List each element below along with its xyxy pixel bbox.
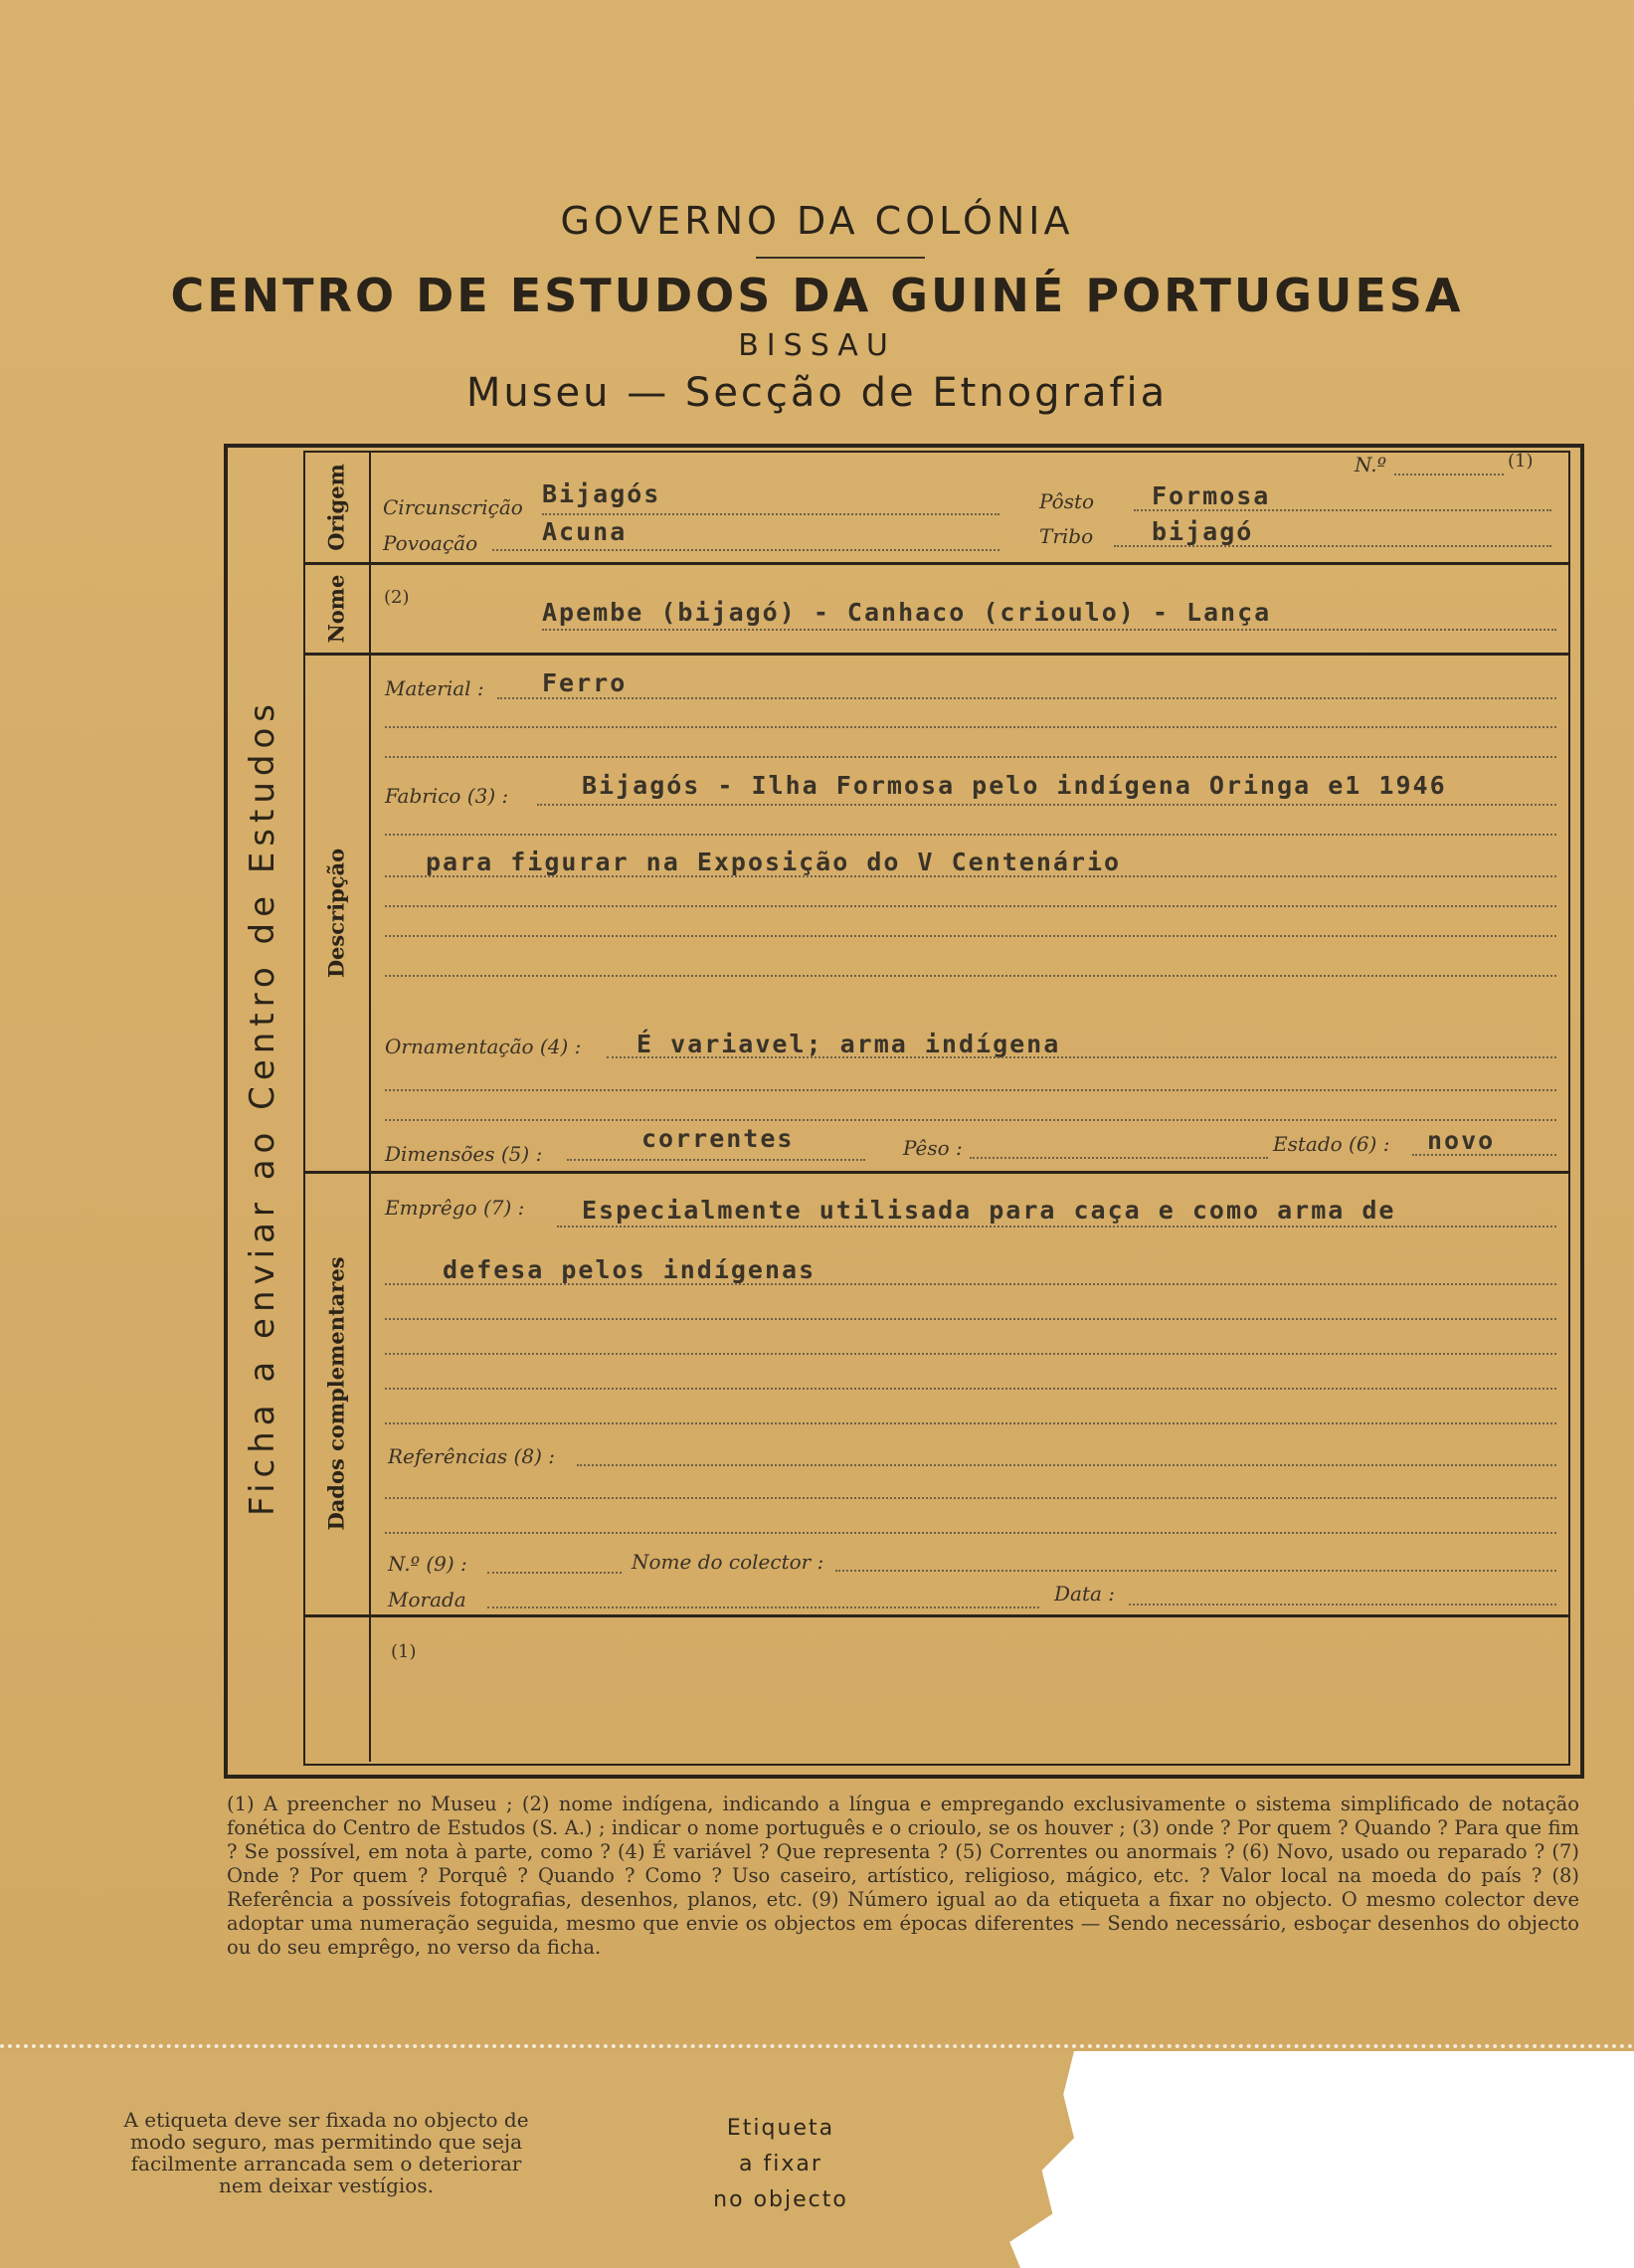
- perforation-line: [0, 2044, 1634, 2048]
- blank-line: [385, 1388, 1556, 1390]
- footnote-text: (1) A preencher no Museu ; (2) nome indígena, indicando a língua e empregando exclusivamente o sistema simplificado de notação fonética do Centro de Estudos (S. A.) ; indicar o nome português e o crioulo, se os houver ; (3) onde ? Por quem ? Quando ? Para que fim ? Se possível, em nota à parte, como ? (4) É variável ? Que representa ? (5) Correntes ou anormais ? (6) Novo, usado ou reparado ? (7) Onde ? Por quem ? Porquê ? Quando ? Como ? Uso caseiro, artístico, religioso, mágico, etc. ? Valor local na moeda do país ? (8) Referência a possíveis fotografias, desenhos, planos, etc. (9) Número igual ao da etiqueta a fixar no objecto. O mesmo colector deve adoptar uma numeração seguida, mesmo que envie os objectos em épocas diferentes — Sendo necessário, esboçar desenhos do objecto ou do seu emprêgo, no verso da ficha.: [227, 1793, 1579, 1959]
- material-label: Material :: [385, 676, 484, 700]
- section-label-descricao: Descripção: [303, 655, 371, 1171]
- numero9-field[interactable]: [487, 1572, 622, 1574]
- numero-note: (1): [1508, 451, 1534, 472]
- header-bissau: BISSAU: [738, 328, 896, 363]
- blank-line: [385, 1422, 1556, 1424]
- section-separator: [303, 562, 1568, 565]
- material-field: [497, 697, 1556, 699]
- peso-label: Pêso :: [903, 1136, 963, 1160]
- tag-label: [676, 2111, 885, 2218]
- blank-line: [385, 1532, 1556, 1534]
- blank-line: [385, 1089, 1556, 1091]
- fabrico-line2[interactable]: para figurar na Exposição do V Centenário: [426, 848, 1122, 876]
- circunscricao-field: [542, 513, 999, 515]
- tribo-value[interactable]: bijagó: [1152, 517, 1254, 546]
- referencias-field[interactable]: [577, 1464, 1556, 1466]
- blank-line: [385, 975, 1556, 977]
- tribo-field: [1114, 545, 1551, 547]
- blank-line: [385, 1318, 1556, 1320]
- blank-line: [385, 1353, 1556, 1355]
- povoacao-field: [492, 549, 999, 551]
- dimensoes-field: [567, 1159, 865, 1161]
- dimensoes-label: Dimensões (5) :: [385, 1142, 543, 1166]
- posto-label: Pôsto: [1039, 489, 1095, 513]
- estado-value[interactable]: novo: [1427, 1126, 1496, 1155]
- emprego-line2[interactable]: defesa pelos indígenas: [443, 1255, 817, 1284]
- section-label-nome: Nome: [303, 564, 371, 653]
- ornamentacao-value[interactable]: É variavel; arma indígena: [636, 1030, 1061, 1058]
- header-governo: GOVERNO DA COLÓNIA: [560, 199, 1074, 243]
- posto-value[interactable]: Formosa: [1152, 481, 1271, 510]
- emprego-field: [557, 1226, 1556, 1228]
- blank-line: [385, 1497, 1556, 1499]
- blank-line: [385, 1283, 1556, 1285]
- tag-line3: no objecto: [713, 2187, 848, 2212]
- povoacao-value[interactable]: Acuna: [542, 517, 628, 546]
- nome-field: [542, 629, 1556, 631]
- data-label: Data :: [1054, 1582, 1116, 1606]
- section-separator: [303, 1171, 1568, 1174]
- blank-line: [385, 834, 1556, 836]
- numero-label: N.º: [1355, 453, 1386, 476]
- blank-line: [385, 756, 1556, 758]
- ornamentacao-field: [607, 1056, 1556, 1058]
- side-title: Ficha a enviar ao Centro de Estudos: [243, 697, 282, 1517]
- estado-label: Estado (6) :: [1273, 1132, 1390, 1156]
- posto-field: [1134, 509, 1551, 511]
- blank-line: [385, 875, 1556, 877]
- fabrico-line1[interactable]: Bijagós - Ilha Formosa pelo indígena Oringa e1 1946: [582, 771, 1447, 800]
- estado-field: [1412, 1154, 1556, 1156]
- referencias-label: Referências (8) :: [388, 1444, 555, 1468]
- circunscricao-value[interactable]: Bijagós: [542, 479, 661, 508]
- tag-instructions: A etiqueta deve ser fixada no objecto de modo seguro, mas permitindo que seja facilmente arrancada sem o deteriorar nem deixar vestígios.: [123, 2108, 529, 2197]
- nome-value[interactable]: Apembe (bijagó) - Canhaco (crioulo) - Lança: [542, 598, 1272, 627]
- emprego-label: Emprêgo (7) :: [385, 1196, 525, 1220]
- peso-field[interactable]: [970, 1157, 1268, 1159]
- header-centro: CENTRO DE ESTUDOS DA GUINÉ PORTUGUESA: [170, 269, 1464, 322]
- bottom-note: (1): [391, 1641, 417, 1662]
- header-separator: [756, 257, 925, 259]
- blank-line: [385, 905, 1556, 907]
- fabrico-label: Fabrico (3) :: [385, 784, 509, 808]
- section-label-dados: Dados complementares: [303, 1173, 371, 1614]
- colector-field[interactable]: [835, 1570, 1556, 1572]
- morada-label: Morada: [388, 1588, 466, 1611]
- nome-note: (2): [384, 587, 410, 608]
- section-separator: [303, 1614, 1568, 1617]
- material-value[interactable]: Ferro: [542, 668, 628, 697]
- tribo-label: Tribo: [1039, 524, 1094, 548]
- form-inner-frame: [303, 451, 1570, 1766]
- morada-field[interactable]: [487, 1606, 1039, 1608]
- colector-label: Nome do colector :: [632, 1550, 824, 1574]
- circunscricao-label: Circunscrição: [383, 495, 523, 519]
- section-separator: [303, 653, 1568, 656]
- ornamentacao-label: Ornamentação (4) :: [385, 1035, 582, 1058]
- section-label-blank: [303, 1616, 371, 1762]
- emprego-line1[interactable]: Especialmente utilisada para caça e como arma de: [582, 1196, 1396, 1225]
- section-label-origem: Origem: [303, 453, 371, 562]
- data-field[interactable]: [1129, 1604, 1556, 1606]
- povoacao-label: Povoação: [383, 531, 478, 555]
- header-museu: Museu — Secção de Etnografia: [465, 370, 1169, 416]
- tag-line2: a fixar: [739, 2152, 822, 2176]
- blank-line: [385, 1119, 1556, 1121]
- tag-line1: Etiqueta: [726, 2116, 835, 2141]
- fabrico-field: [537, 804, 1556, 806]
- blank-line: [385, 935, 1556, 937]
- blank-line: [385, 726, 1556, 728]
- dimensoes-value[interactable]: correntes: [641, 1124, 795, 1153]
- numero9-label: N.º (9) :: [388, 1552, 467, 1576]
- numero-field[interactable]: [1394, 473, 1504, 475]
